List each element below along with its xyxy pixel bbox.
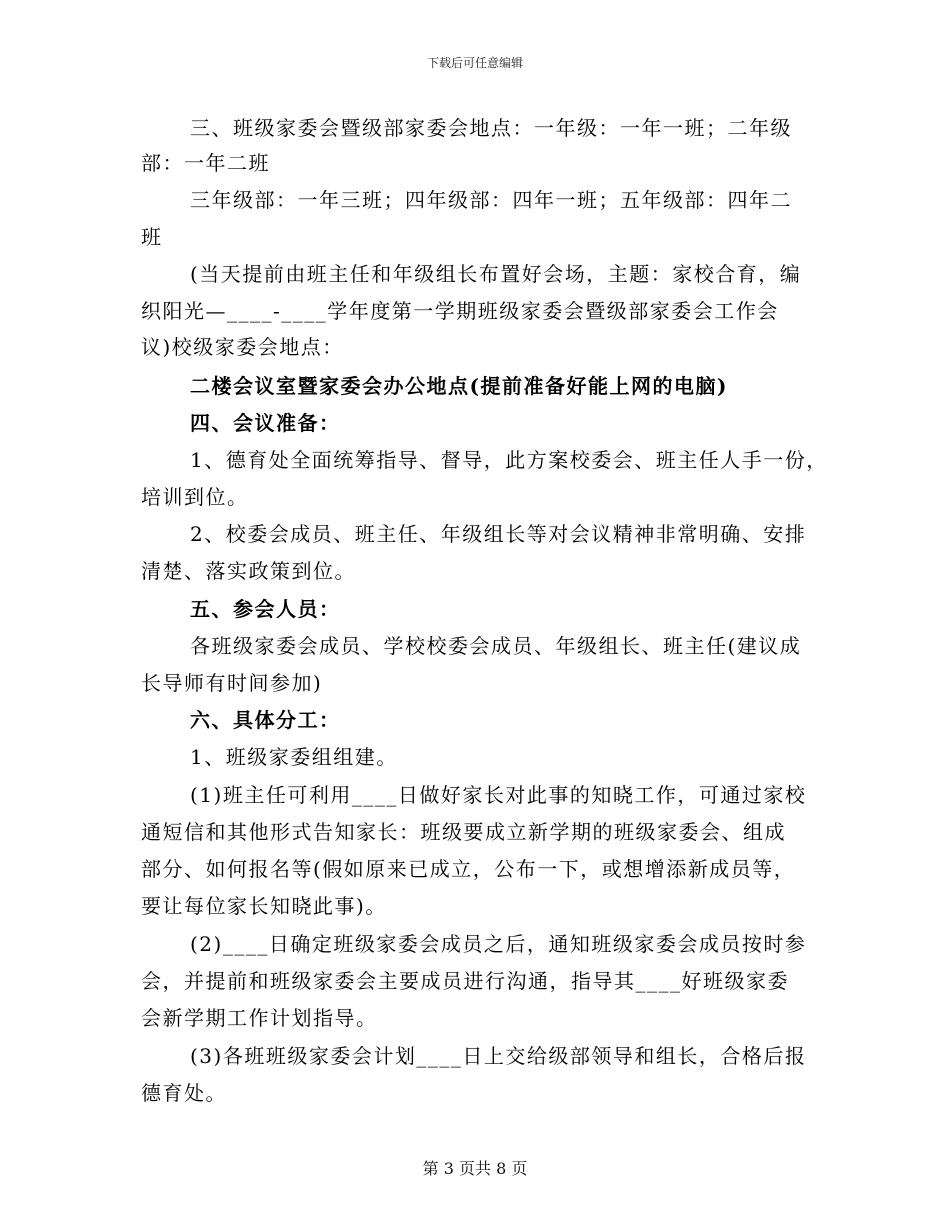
section-heading: 六、具体分工：: [190, 708, 341, 732]
text-line: 1、德育处全面统筹指导、督导，此方案校委会、班主任人手一份，: [190, 448, 828, 472]
text-line: 通短信和其他形式告知家长：班级要成立新学期的班级家委会、组成: [141, 820, 786, 844]
text-line: 织阳光—____-____学年度第一学期班级家委会暨级部家委会工作会: [141, 299, 779, 323]
text-line: (2)____日确定班级家委会成员之后，通知班级家委会成员按时参: [190, 932, 807, 956]
text-line: 清楚、落实政策到位。: [141, 559, 356, 583]
text-line: 德育处。: [141, 1081, 227, 1105]
text-line: 班: [141, 225, 163, 249]
text-line: (3)各班班级家委会计划____日上交给级部领导和组长，合格后报: [190, 1044, 807, 1068]
text-line: 部：一年二班: [141, 151, 270, 175]
text-line: 各班级家委会成员、学校校委会成员、年级组长、班主任(建议成: [190, 634, 802, 658]
text-line: 长导师有时间参加): [141, 671, 323, 695]
text-line: 部分、如何报名等(假如原来已成立，公布一下，或想增添新成员等，: [141, 857, 796, 881]
text-line: (1)班主任可利用____日做好家长对此事的知晓工作，可通过家校: [190, 783, 807, 807]
text-line: 会新学期工作计划指导。: [141, 1006, 378, 1030]
text-line: 议)校级家委会地点：: [141, 335, 344, 359]
text-line: 三、班级家委会暨级部家委会地点：一年级：一年一班；二年级: [190, 116, 792, 140]
text-line: 三年级部：一年三班；四年级部：四年一班；五年级部：四年二: [190, 188, 792, 212]
page-footer: 第 3 页共 8 页: [422, 1159, 528, 1178]
section-heading: 五、参会人员：: [190, 597, 341, 621]
text-line: (当天提前由班主任和年级组长布置好会场，主题：家校合育，编: [190, 262, 802, 286]
text-line: 培训到位。: [141, 485, 249, 509]
text-line: 1、班级家委组组建。: [190, 745, 398, 769]
text-line: 2、校委会成员、班主任、年级组长等对会议精神非常明确、安排: [190, 522, 807, 546]
text-line: 会，并提前和班级家委会主要成员进行沟通，指导其____好班级家委: [141, 969, 789, 993]
section-heading: 四、会议准备：: [190, 411, 341, 435]
text-line: 要让每位家长知晓此事)。: [141, 894, 387, 918]
section-heading: 二楼会议室暨家委会办公地点(提前准备好能上网的电脑): [190, 374, 728, 398]
page-header: 下载后可任意编辑: [426, 56, 523, 70]
